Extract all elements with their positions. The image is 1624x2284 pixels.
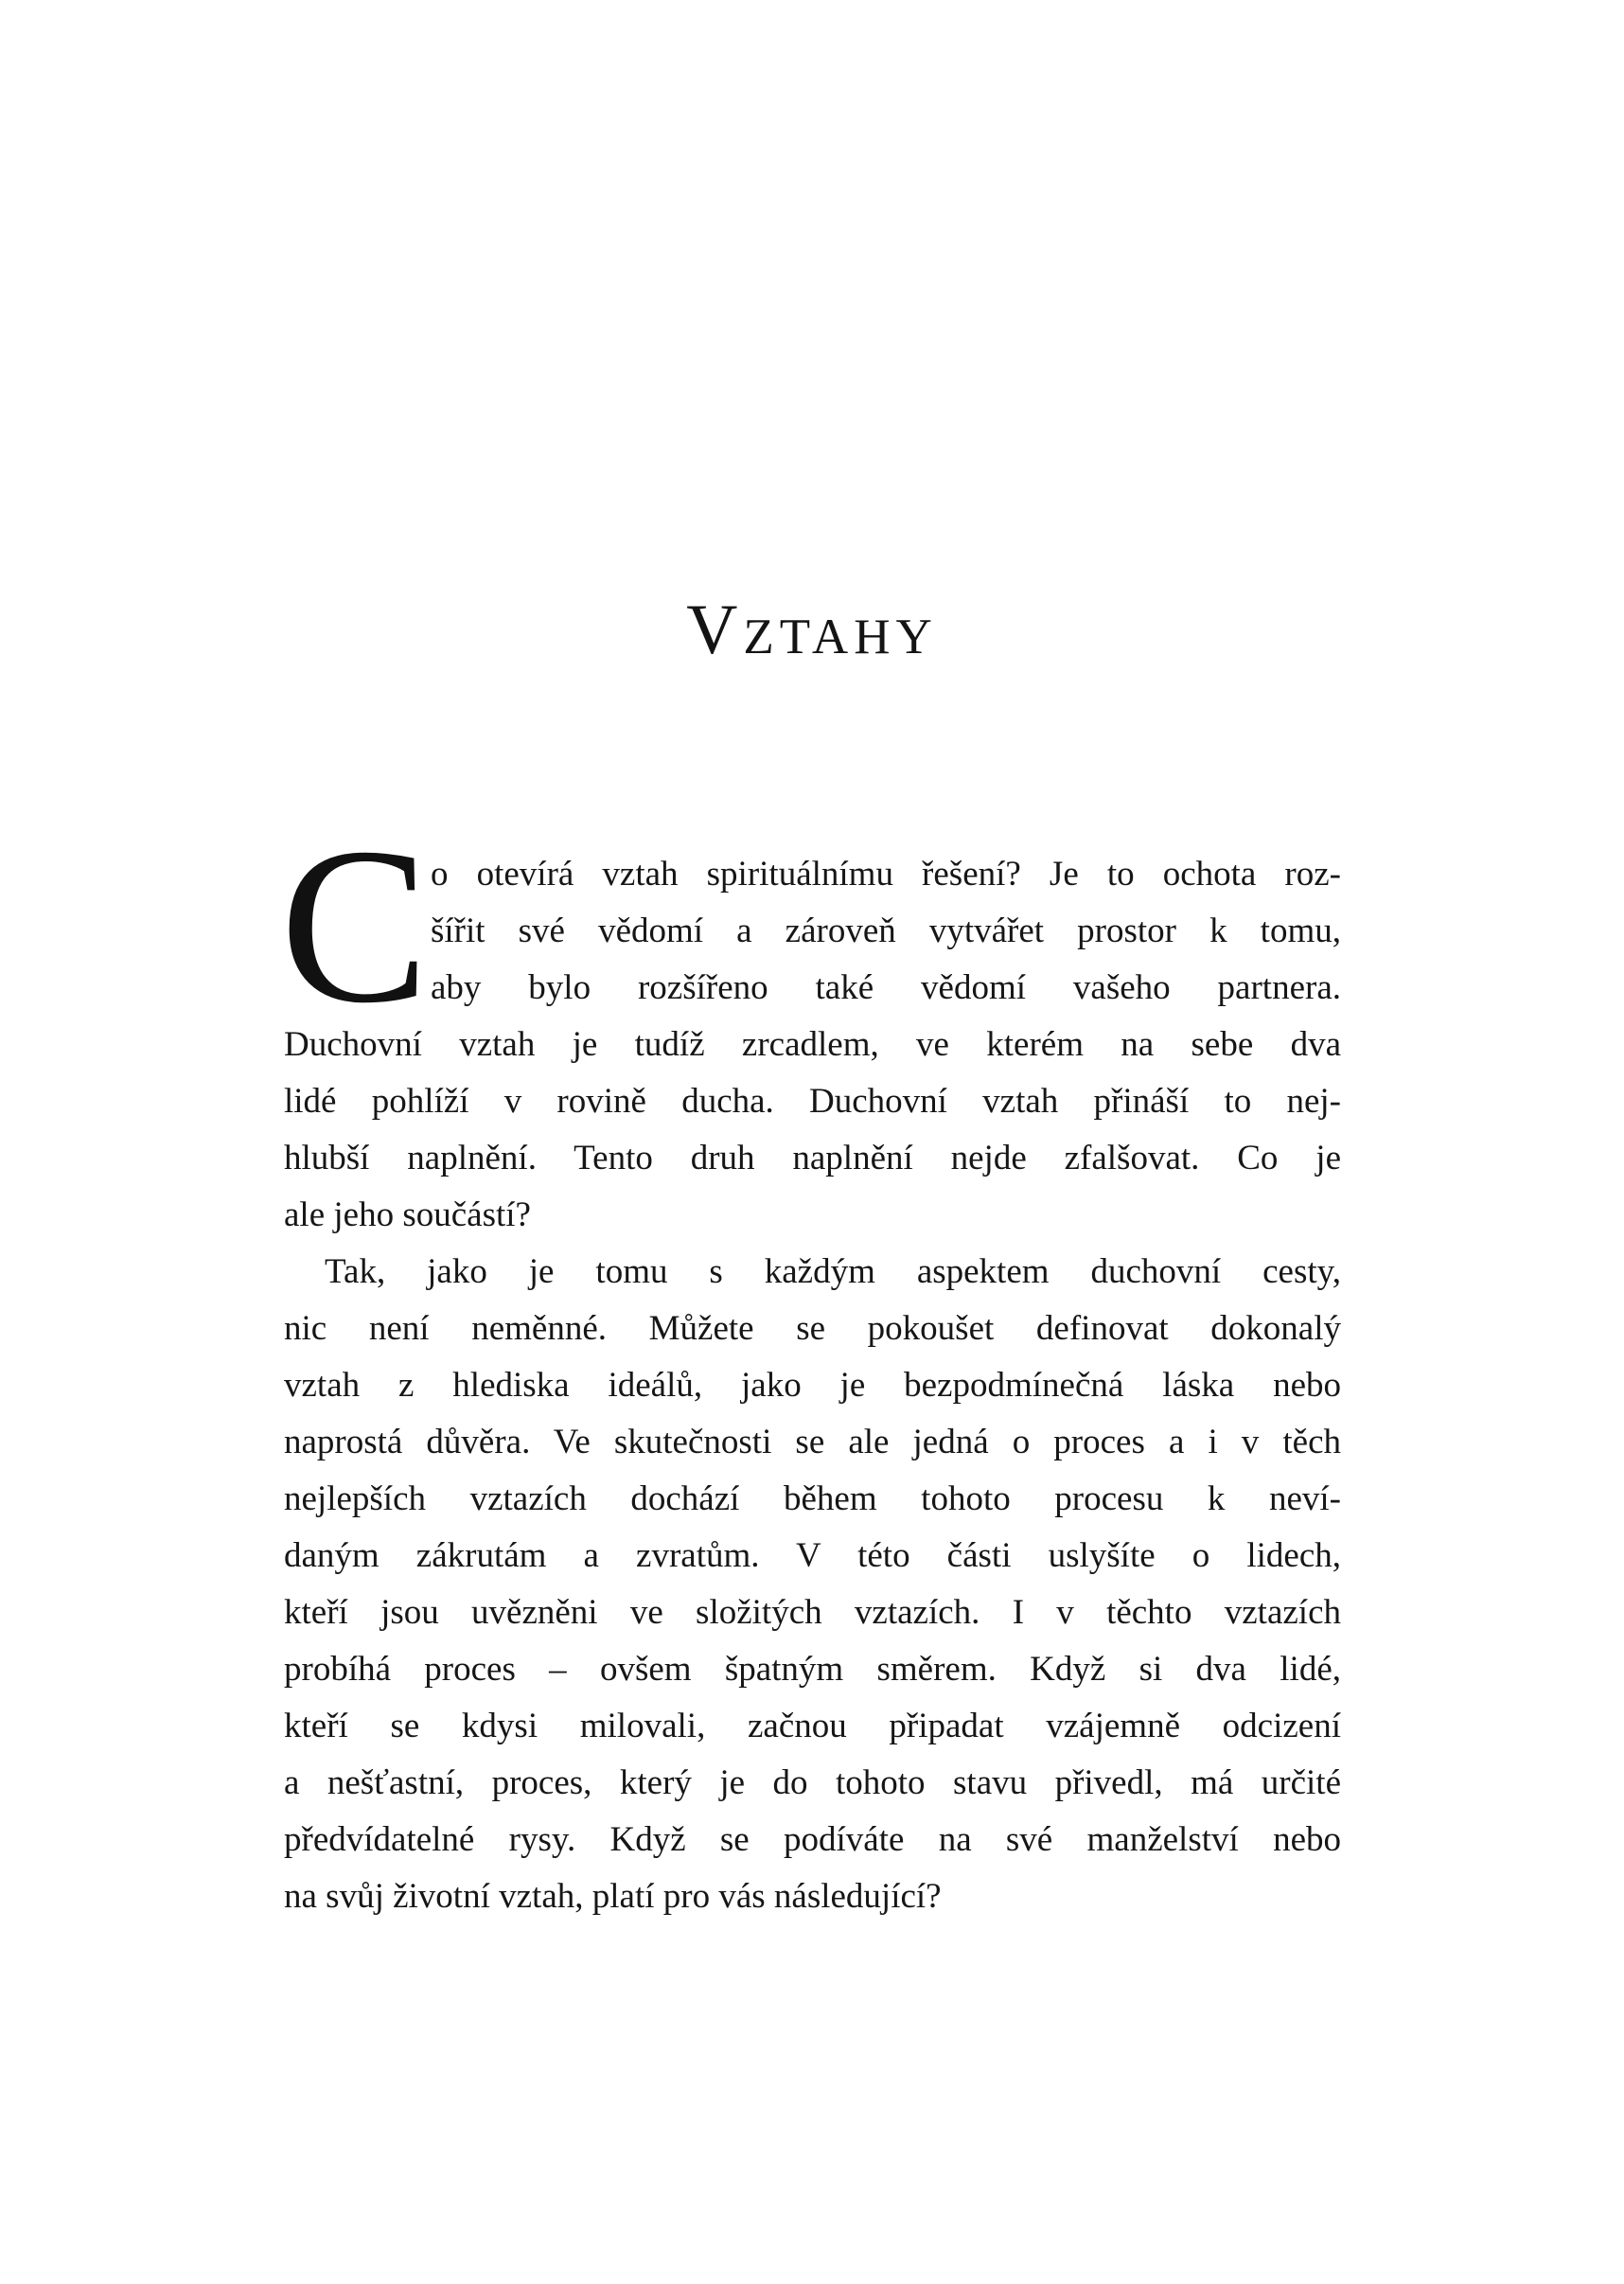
text-line: naprostá důvěra. Ve skutečnosti se ale jedná o proces a i v těch (284, 1423, 1341, 1461)
text-line: předvídatelné rysy. Když se podíváte na své manželství nebo (284, 1820, 1341, 1859)
text-line: ale jeho součástí? (284, 1195, 531, 1234)
text-line: o otevírá vztah spirituálnímu řešení? Je to ochota roz- (431, 855, 1341, 894)
text-line: na svůj životní vztah, platí pro vás následující? (284, 1877, 942, 1916)
text-line: šířit své vědomí a zároveň vytvářet prostor k tomu, (431, 912, 1341, 950)
drop-cap-letter: C (280, 803, 430, 1050)
text-line: nejlepších vztazích dochází během tohoto procesu k neví- (284, 1479, 1341, 1518)
text-line: nic není neměnné. Můžete se pokoušet definovat dokonalý (284, 1309, 1341, 1348)
text-line: vztah z hlediska ideálů, jako je bezpodmínečná láska nebo (284, 1366, 1341, 1405)
text-line: a nešťastní, proces, který je do tohoto stavu přivedl, má určité (284, 1763, 1341, 1802)
text-line: aby bylo rozšířeno také vědomí vašeho partnera. (431, 968, 1341, 1007)
text-line: kteří jsou uvězněni ve složitých vztazích. I v těchto vztazích (284, 1593, 1341, 1632)
text-line: daným zákrutám a zvratům. V této části uslyšíte o lidech, (284, 1536, 1341, 1575)
text-block (280, 803, 1341, 1925)
paragraph-2 (284, 1244, 1341, 1925)
paragraph-1 (280, 803, 1341, 1244)
text-line: Tak, jako je tomu s každým aspektem duchovní cesty, (325, 1252, 1341, 1291)
text-line: lidé pohlíží v rovině ducha. Duchovní vztah přináší to nej- (284, 1082, 1341, 1121)
text-line: hlubší naplnění. Tento druh naplnění nejde zfalšovat. Co je (284, 1139, 1341, 1177)
chapter-title: Vztahy (686, 591, 938, 669)
text-line: probíhá proces – ovšem špatným směrem. Když si dva lidé, (284, 1650, 1341, 1689)
text-line: kteří se kdysi milovali, začnou připadat vzájemně odcizení (284, 1707, 1341, 1745)
text-line: Duchovní vztah je tudíž zrcadlem, ve kterém na sebe dva (284, 1025, 1341, 1064)
